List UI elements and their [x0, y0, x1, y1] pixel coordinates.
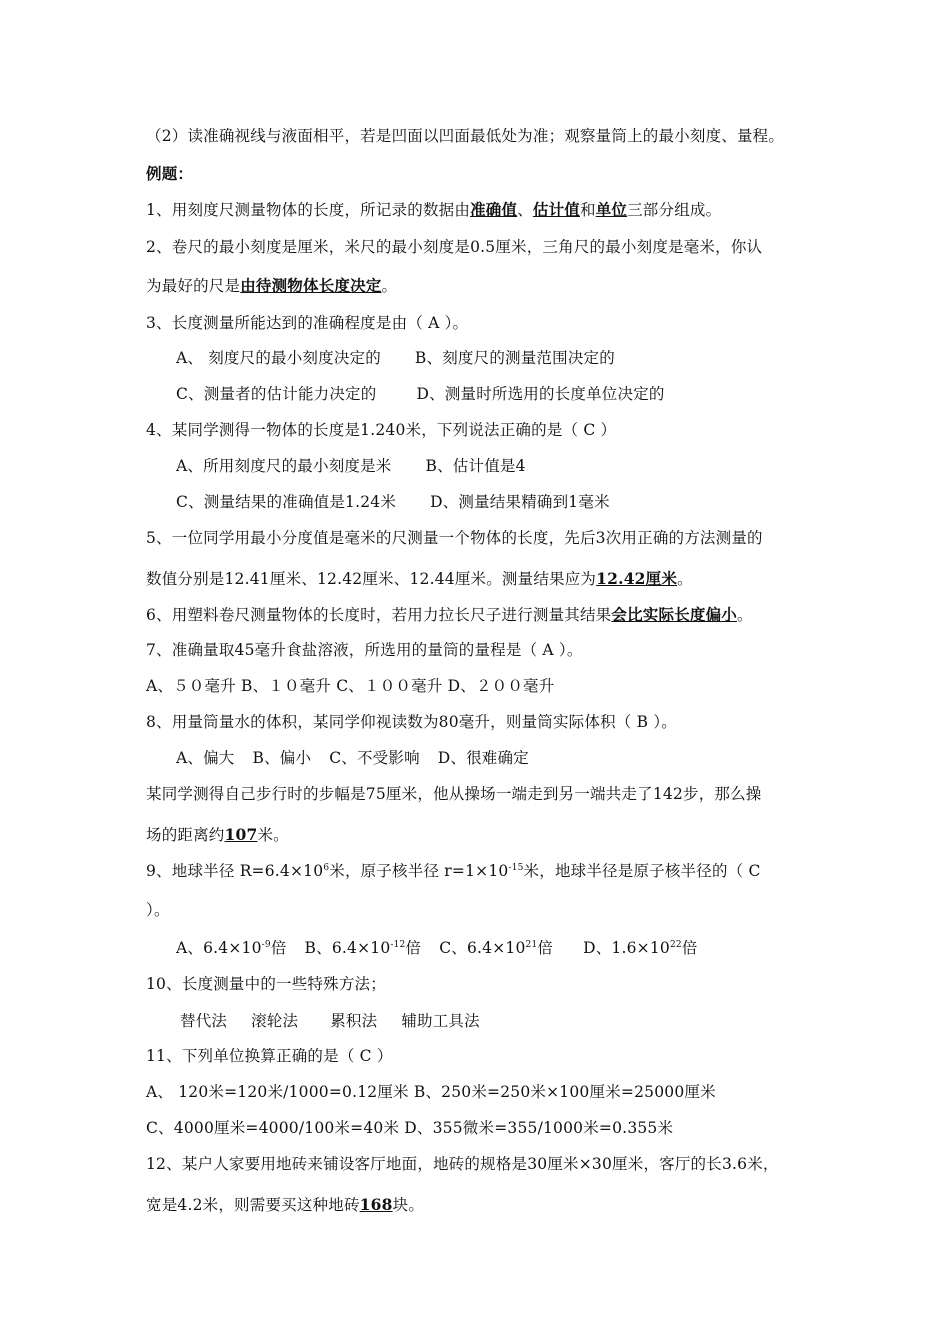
- q4-option-a: A、所用刻度尺的最小刻度是米: [176, 457, 392, 475]
- q6-answer: 会比实际长度偏小: [611, 605, 737, 624]
- question-5-line-2: [146, 569, 693, 589]
- q9-c-unit: 倍: [537, 939, 554, 957]
- question-10: 10、长度测量中的一些特殊方法；: [146, 975, 386, 993]
- q3-option-b: B、刻度尺的测量范围决定的: [414, 349, 615, 367]
- q9-a-exp: -9: [261, 939, 271, 950]
- q12-answer: 168: [359, 1195, 393, 1214]
- q12-text-pre: 宽是4.2米，则需要买这种地砖: [146, 1196, 360, 1214]
- text-line-reading-rule: （2）读准确视线与液面相平，若是凹面以凹面最低处为准；观察量筒上的最小刻度、量程。: [146, 127, 785, 145]
- question-12-line-2: [146, 1195, 424, 1215]
- q12-text-post: 块。: [392, 1196, 425, 1214]
- q9-d-unit: 倍: [681, 939, 698, 957]
- q3-option-c: C、测量者的估计能力决定的: [176, 385, 377, 403]
- question-1: [146, 200, 721, 220]
- q9-option-b: [305, 938, 422, 958]
- q4-options-row-1: [176, 456, 526, 476]
- q9-part-3: 米，地球半径是原子核半径的（ C: [523, 862, 761, 880]
- q3-options-row-2: [176, 384, 665, 404]
- question-9: [146, 861, 761, 881]
- extra-text-post: 米。: [257, 826, 289, 844]
- q3-options-row-1: [176, 348, 615, 368]
- q9-option-c: [439, 938, 553, 958]
- q9-options: [176, 938, 698, 958]
- q9-c-base: C、6.4×10: [439, 939, 526, 957]
- q2-text-post: 。: [381, 277, 398, 295]
- q9-part-1: 9、地球半径 R=6.4×10: [146, 862, 324, 880]
- question-5-line-1: 5、一位同学用最小分度值是毫米的尺测量一个物体的长度，先后3次用正确的方法测量的: [146, 529, 763, 547]
- q6-text-post: 。: [736, 606, 753, 624]
- q8-option-b: B、偏小: [252, 749, 312, 767]
- q9-b-unit: 倍: [405, 939, 422, 957]
- question-9-line-2: ）。: [146, 901, 170, 919]
- q9-b-exp: -12: [390, 939, 406, 950]
- q1-answer-3: 单位: [595, 200, 628, 219]
- q6-text-pre: 6、用塑料卷尺测量物体的长度时，若用力拉长尺子进行测量其结果: [146, 606, 612, 624]
- q8-option-a: A、偏大: [176, 749, 235, 767]
- question-11: 11、下列单位换算正确的是（ C ）: [146, 1047, 393, 1065]
- extra-question-line-1: 某同学测得自己步行时的步幅是75厘米，他从操场一端走到另一端共走了142步，那么操: [146, 785, 762, 803]
- method-roller: 滚轮法: [251, 1012, 299, 1030]
- q1-sep-1: 、: [517, 201, 533, 219]
- q4-option-b: B、估计值是4: [425, 457, 526, 475]
- q2-text-pre: 为最好的尺是: [146, 277, 241, 295]
- q1-text-pre: 1、用刻度尺测量物体的长度，所记录的数据由: [146, 201, 471, 219]
- q5-answer: 12.42厘米: [596, 569, 678, 588]
- q1-sep-2: 和: [580, 201, 596, 219]
- q9-a-unit: 倍: [270, 939, 287, 957]
- q4-option-c: C、测量结果的准确值是1.24米: [176, 493, 397, 511]
- q9-b-base: B、6.4×10: [304, 939, 391, 957]
- question-2-line-2: [146, 276, 397, 296]
- q7-options: A、５０毫升 B、１０毫升 C、１００毫升 D、２００毫升: [146, 677, 555, 695]
- extra-answer: 107: [224, 825, 258, 844]
- question-4: 4、某同学测得一物体的长度是1.240米，下列说法正确的是（ C ）: [146, 421, 617, 439]
- question-7: 7、准确量取45毫升食盐溶液，所选用的量筒的量程是（ A ）。: [146, 641, 583, 659]
- question-8: 8、用量筒量水的体积，某同学仰视读数为80毫升，则量筒实际体积（ B ）。: [146, 713, 677, 731]
- q9-c-exp: 21: [525, 939, 538, 950]
- method-auxiliary-tool: 辅助工具法: [401, 1012, 480, 1030]
- q4-options-row-2: [176, 492, 610, 512]
- method-substitution: 替代法: [180, 1012, 228, 1030]
- q1-answer-2: 估计值: [532, 200, 580, 219]
- q9-exp-1: 6: [323, 862, 330, 873]
- q9-d-exp: 22: [669, 939, 682, 950]
- q8-options: [176, 748, 529, 768]
- q5-text-post: 。: [677, 570, 693, 588]
- q10-methods: [180, 1011, 480, 1031]
- q2-answer: 由待测物体长度决定: [240, 276, 382, 295]
- q1-text-post: 三部分组成。: [627, 201, 722, 219]
- question-12-line-1: 12、某户人家要用地砖来铺设客厅地面，地砖的规格是30厘米×30厘米，客厅的长3.6米，: [146, 1155, 779, 1173]
- q9-d-base: D、1.6×10: [583, 939, 670, 957]
- q11-options-ab: A、 120米=120米/1000=0.12厘米 B、250米=250米×100厘米=25000厘米: [146, 1083, 716, 1101]
- q5-text-pre: 数值分别是12.41厘米、12.42厘米、12.44厘米。测量结果应为: [146, 570, 597, 588]
- q3-option-a: A、 刻度尺的最小刻度决定的: [176, 349, 381, 367]
- extra-text-pre: 场的距离约: [146, 826, 225, 844]
- q3-option-d: D、测量时所选用的长度单位决定的: [416, 385, 665, 403]
- extra-question-line-2: [146, 825, 289, 845]
- q9-option-d: [583, 939, 697, 957]
- q11-options-cd: C、4000厘米=4000/100米=40米 D、355微米=355/1000米=0.355米: [146, 1119, 674, 1137]
- q9-part-2: 米，原子核半径 r=1×10: [329, 862, 509, 880]
- question-6: [146, 605, 753, 625]
- q4-option-d: D、测量结果精确到1毫米: [430, 493, 610, 511]
- q8-option-d: D、很难确定: [437, 749, 529, 767]
- question-3: 3、长度测量所能达到的准确程度是由（ A ）。: [146, 314, 469, 332]
- q9-option-a: [176, 938, 287, 958]
- question-2-line-1: 2、卷尺的最小刻度是厘米，米尺的最小刻度是0.5厘米，三角尺的最小刻度是毫米，你认: [146, 238, 763, 256]
- method-accumulation: 累积法: [330, 1012, 378, 1030]
- q8-option-c: C、不受影响: [329, 749, 420, 767]
- q9-exp-2: -15: [508, 862, 524, 873]
- q1-answer-1: 准确值: [470, 200, 518, 219]
- example-heading: 例题：: [146, 164, 194, 183]
- q9-a-base: A、6.4×10: [176, 939, 262, 957]
